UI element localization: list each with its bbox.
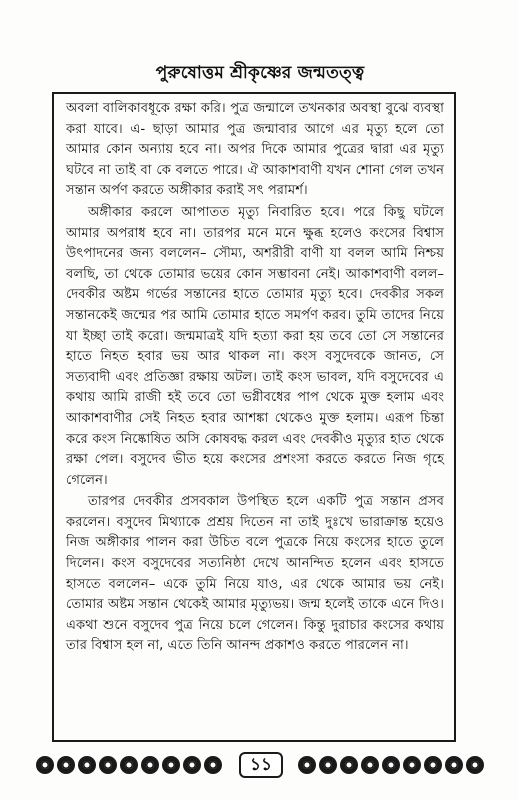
rosette-ornament-icon [36, 756, 54, 774]
rosette-ornament-icon [424, 756, 442, 774]
running-header-title: পুরুষোত্তম শ্রীকৃষ্ণের জন্মতত্ত্ব [155, 63, 365, 83]
rosette-ornament-icon [183, 756, 201, 774]
rosette-ornament-icon [298, 756, 316, 774]
rosette-ornament-icon [466, 756, 484, 774]
rosette-ornament-icon [361, 756, 379, 774]
page-footer [36, 752, 484, 782]
rosette-ornament-icon [162, 756, 180, 774]
rosette-ornament-icon [204, 756, 222, 774]
paragraph-2: অঙ্গীকার করলে আপাতত মৃত্যু নিবারিত হবে। পরে কিছু ঘটলে আমার অপরাধ হবে না। তারপর মনে মনে ক্ষুব্ধ হলেও কংসের বিশ্বাস উৎপাদনের জন্য বললেন– সৌম্য, অশরীরী বাণী যা বলল আমি নিশ্চয় বলছি, তা থেকে তোমার ভয়ের কোন সম্ভাবনা নেই। আকাশবাণী বলল– দেবকীর অষ্টম গর্ভের সন্তানের হাতে তোমার মৃত্যু হবে। দেবকীর সকল সন্তানকেই জন্মের পর আমি তোমার হাতে সমর্পণ করব। তুমি তাদের নিয়ে যা ইচ্ছা তাই করো। জন্মমাত্রই যদি হত্যা করা হয় তবে তো সে সন্তানের হাতে নিহত হবার ভয় আর থাকল না। কংস বসুদেবকে জানত, সে সত্যবাদী এবং প্রতিজ্ঞা রক্ষায় অটল। তাই কংস ভাবল, যদি বসুদেবের এ কথায় আমি রাজী হই তবে তো ভগ্নীবধের পাপ থেকে মুক্ত হলাম এবং আকাশবাণীর সেই নিহত হবার আশঙ্কা থেকেও মুক্ত হলাম। এরূপ চিন্তা করে কংস নিষ্কোষিত অসি কোষবদ্ধ করল এবং দেবকীও মৃত্যুর হাত থেকে রক্ষা পেল। বসুদেব ভীত হয়ে কংসের প্রশংসা করতে করতে নিজ গৃহে গেলেন। [66, 204, 444, 488]
rosette-ornament-icon [57, 756, 75, 774]
footer-ornament-left [36, 756, 222, 774]
footer-ornament-right [298, 756, 484, 774]
page-number: ১১ [239, 752, 283, 778]
paragraph-3: তারপর দেবকীর প্রসবকাল উপস্থিত হলে একটি পুত্র সন্তান প্রসব করলেন। বসুদেব মিথ্যাকে প্রশ্রয় দিতেন না তাই দুঃখে ভারাক্রান্ত হয়েও নিজ অঙ্গীকার পালন করা উচিত বলে পুত্রকে নিয়ে কংসের হাতে তুলে দিলেন। কংস বসুদেবের সত্যনিষ্ঠা দেখে আনন্দিত হলেন এবং হাসতে হাসতে বললেন– একে তুমি নিয়ে যাও, এর থেকে আমার ভয় নেই। তোমার অষ্টম সন্তান থেকেই আমার মৃত্যুভয়। জন্ম হলেই তাকে এনে দিও। একথা শুনে বসুদেব পুত্র নিয়ে চলে গেলেন। কিন্তু দুরাচার কংসের কথায় তার বিশ্বাস হল না, এতে তিনি আনন্দ প্রকাশও করতে পারলেন না। [66, 494, 444, 654]
text-frame [52, 92, 456, 742]
rosette-ornament-icon [445, 756, 463, 774]
paragraph-1: অবলা বালিকাবধূকে রক্ষা করি। পুত্র জন্মালে তখনকার অবস্থা বুঝে ব্যবস্থা করা যাবে। এ- ছাড়া আমার পুত্র জন্মাবার আগে এর মৃত্যু হলে তো আমার কোন অন্যায় হবে না। অপর দিকে আমার পুত্রের দ্বারা এর মৃত্যু ঘটবে না তাই বা কে বলতে পারে। ঐ আকাশবাণী যখন শোনা গেল তখন সন্তান অর্পণ করতে অঙ্গীকার করাই সৎ পরামর্শ। [66, 101, 444, 199]
rosette-ornament-icon [382, 756, 400, 774]
rosette-ornament-icon [120, 756, 138, 774]
rosette-ornament-icon [340, 756, 358, 774]
rosette-ornament-icon [141, 756, 159, 774]
rosette-ornament-icon [99, 756, 117, 774]
rosette-ornament-icon [78, 756, 96, 774]
rosette-ornament-icon [403, 756, 421, 774]
rosette-ornament-icon [319, 756, 337, 774]
